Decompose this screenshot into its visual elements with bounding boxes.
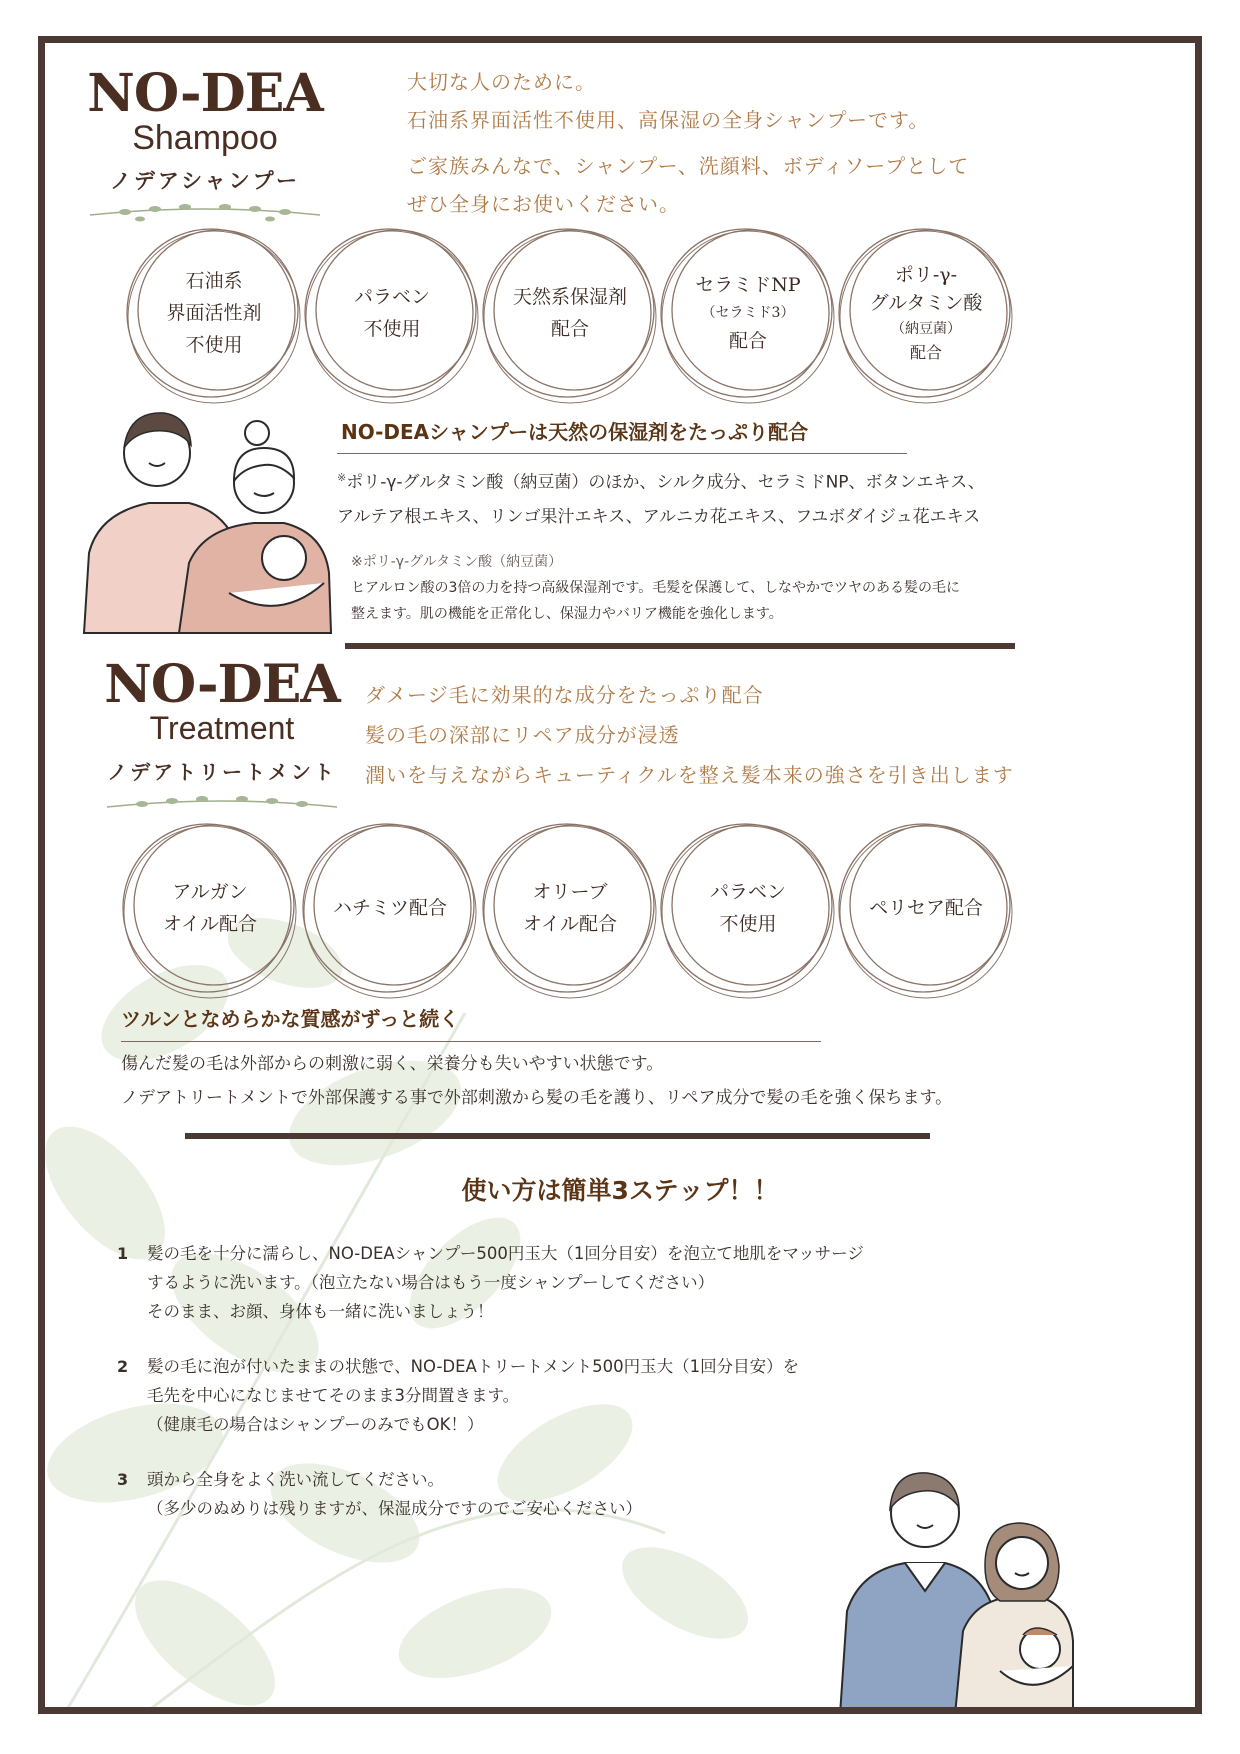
badge-natural-moisturizer: [475, 218, 665, 408]
badge-paraben-free: [297, 218, 487, 408]
badge-line: グルタミン酸: [869, 292, 983, 314]
badge-olive: [475, 813, 665, 1003]
badge-argan: [115, 813, 305, 1003]
tagline-line: 石油系界面活性不使用、高保湿の全身シャンプーです。: [407, 108, 930, 132]
howto-title: 使い方は簡単3ステップ！！: [461, 1176, 779, 1205]
badge-line: 配合: [909, 343, 942, 362]
step-line: するように洗います。（泡立たない場合はもう一度シャンプーしてください）: [147, 1273, 715, 1292]
badge-line: 不使用: [363, 318, 421, 340]
page-frame: [38, 36, 1202, 1714]
badge-paraben-free-2: [653, 813, 843, 1003]
badge-line: ペリセア配合: [869, 897, 983, 919]
treatment-product: Treatment: [149, 710, 295, 746]
shampoo-heading: NO-DEAシャンプーは天然の保湿剤をたっぷり配合: [341, 420, 809, 444]
treatment-heading: ツルンとなめらかな質感がずっと続く: [121, 1007, 460, 1031]
shampoo-kana: ノデアシャンプー: [109, 169, 301, 193]
heading-underline: [337, 453, 907, 454]
badge-line: オイル配合: [522, 913, 618, 935]
tagline-line: ダメージ毛に効果的な成分をたっぷり配合: [365, 683, 764, 707]
badge-line: 配合: [728, 330, 767, 352]
badge-line: 不使用: [719, 913, 777, 935]
shampoo-ingredients: [337, 461, 1057, 534]
badge-line: 天然系保湿剤: [512, 286, 627, 308]
step-line: 髪の毛を十分に濡らし、NO-DEAシャンプー500円玉大（1回分目安）を泡立て地肌をマッサージ: [147, 1244, 864, 1263]
step-number: 3: [117, 1470, 129, 1489]
family-illustration-icon: [79, 393, 339, 638]
badge-polyglutamic: [831, 218, 1021, 408]
step-line: 頭から全身をよく洗い流してください。: [147, 1470, 444, 1489]
treatment-body: [121, 1047, 1121, 1115]
note-line: ヒアルロン酸の3倍の力を持つ高級保湿剤です。毛髪を保護して、しなやかでツヤのある髪の毛に: [351, 580, 960, 596]
badge-line: セラミドNP: [695, 274, 801, 296]
section-divider: [185, 1133, 930, 1139]
shampoo-brand: NO-DEA: [87, 63, 323, 124]
ingredients-line: ポリ-γ-グルタミン酸（納豆菌）のほか、シルク成分、セラミドNP、ボタンエキス、: [346, 472, 985, 493]
badge-line: パラベン: [353, 286, 430, 308]
badge-line: （セラミド3）: [701, 305, 795, 321]
note-line: 整えます。肌の機能を正常化し、保湿力やバリア機能を強化します。: [351, 606, 783, 622]
step-1: [117, 1239, 897, 1326]
badge-line: 配合: [550, 318, 589, 340]
badge-line: 不使用: [185, 334, 243, 356]
note-title: ※ポリ-γ-グルタミン酸（納豆菌）: [351, 554, 563, 570]
step-2: [117, 1352, 897, 1439]
badge-line: ポリ-γ-: [894, 264, 958, 286]
section-divider: [345, 643, 1015, 649]
badge-line: ハチミツ配合: [332, 897, 447, 919]
body-line: ノデアトリートメントで外部保護する事で外部刺激から髪の毛を護り、リペア成分で髪の毛を強く保ちます。: [121, 1088, 953, 1108]
step-3: [117, 1465, 897, 1523]
badge-honey: [295, 813, 485, 1003]
ingredients-line: アルテア根エキス、リンゴ果汁エキス、アルニカ花エキス、フユボダイジュ花エキス: [337, 506, 981, 527]
badge-pellicer: [831, 813, 1021, 1003]
badge-line: 界面活性剤: [166, 302, 262, 324]
treatment-tagline: [365, 675, 1014, 795]
polyglutamic-note: [351, 549, 1071, 627]
badge-line: 石油系: [185, 270, 243, 292]
badge-line: オイル配合: [162, 913, 258, 935]
asterisk-mark: ※: [337, 471, 347, 484]
tagline-line: ご家族みんなで、シャンプー、洗顔料、ボディソープとして: [407, 154, 970, 178]
treatment-brand: NO-DEA: [104, 654, 340, 715]
badge-line: （納豆菌）: [891, 321, 961, 337]
shampoo-product: Shampoo: [132, 119, 278, 157]
shampoo-logo: [85, 63, 325, 225]
step-line: 髪の毛に泡が付いたままの状態で、NO-DEAトリートメント500円玉大（1回分目安）を: [147, 1357, 800, 1376]
tagline-line: 髪の毛の深部にリペア成分が浸透: [365, 723, 680, 747]
tagline-line: ぜひ全身にお使いください。: [407, 192, 680, 216]
step-line: 毛先を中心になじませてそのまま3分間置きます。: [147, 1386, 520, 1405]
step-line: （健康毛の場合はシャンプーのみでもOK！）: [147, 1415, 484, 1434]
treatment-logo: [97, 654, 347, 817]
badge-line: オリーブ: [532, 881, 608, 903]
treatment-kana: ノデアトリートメント: [107, 760, 337, 784]
step-line: そのまま、お顔、身体も一緒に洗いましょう！: [147, 1302, 494, 1321]
step-line: （多少のぬめりは残りますが、保湿成分ですのでご安心ください）: [147, 1499, 642, 1518]
shampoo-tagline: [407, 63, 969, 223]
heading-underline: [121, 1041, 821, 1042]
tagline-line: 潤いを与えながらキューティクルを整え髪本来の強さを引き出します: [365, 763, 1014, 787]
badge-ceramide: [653, 218, 843, 408]
body-line: 傷んだ髪の毛は外部からの刺激に弱く、栄養分も失いやすい状態です。: [121, 1054, 664, 1074]
badge-line: パラベン: [709, 881, 786, 903]
tagline-line: 大切な人のために。: [407, 70, 596, 94]
badge-no-petroleum: [119, 218, 309, 408]
step-number: 1: [117, 1244, 129, 1263]
badge-line: アルガン: [172, 881, 248, 903]
step-number: 2: [117, 1357, 129, 1376]
howto-steps: [117, 1239, 897, 1523]
family-illustration-icon: [835, 1451, 1075, 1714]
